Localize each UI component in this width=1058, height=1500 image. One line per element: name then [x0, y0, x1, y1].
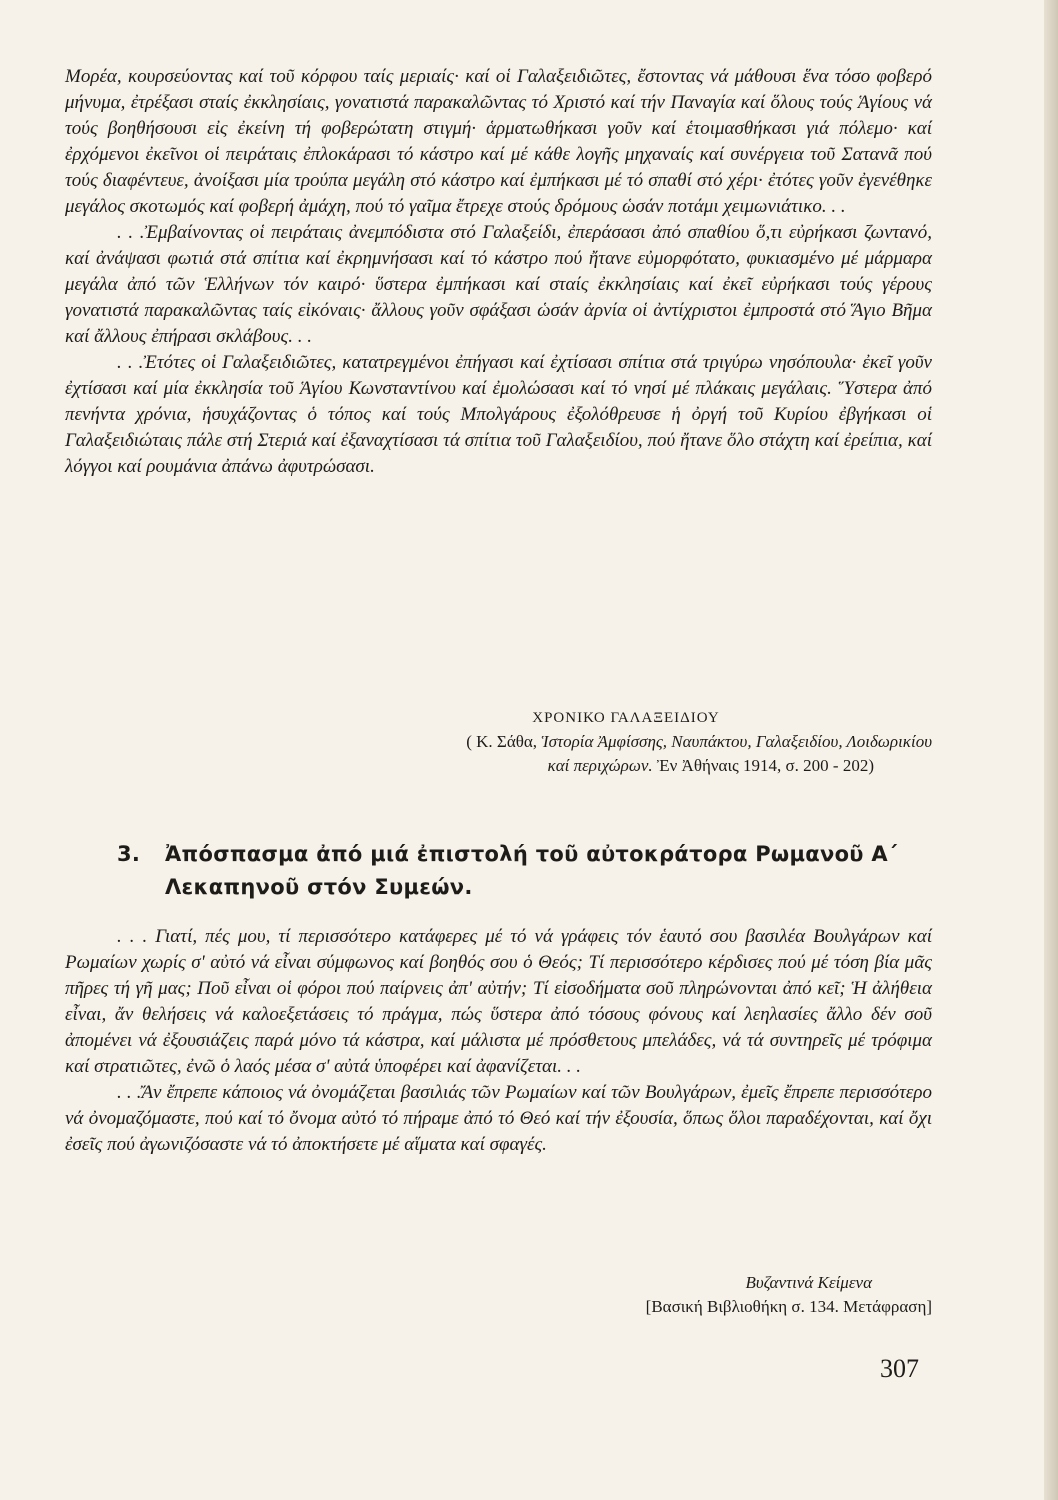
source-open: ( Κ. Σάθα,	[466, 732, 542, 751]
section-number: 3.	[117, 842, 141, 866]
source-author: Βυζαντινά Κείμενα	[745, 1273, 872, 1292]
source-reference: [Βασική Βιβλιοθήκη σ. 134. Μετάφραση]	[645, 1297, 932, 1316]
paragraph-2: . . .Ἐμβαίνοντας οἱ πειράταις ἀνεμπόδιστα στό Γαλαξείδι, ἐπεράσασι ἀπό σπαθίου ὅ,τι εὐρήκασι ζωντανό, καί ἀνάψασι φωτιά στά σπίτια καί ἐκρημνήσασι καί τό κάστρο πού ἤτανε εὐμορφότατο, φυκιασμένο μέ μάρμαρα μεγάλα ἀπό τῶν Ἑλλήνων τόν καιρό· ὕστερα ἐμπήκασι καί σταίς ἐκκλησίαις καί ἐκεῖ εὐρήκασι τούς γέρους γονατιστά παρακαλῶντας ταίς εἰκόναις· ἄλλους γοῦν σφάξασι ὡσάν ἀρνία οἱ ἀντίχριστοι ἐμπροστά στό Ἅγιο Βῆμα καί ἄλλους ἐπήρασι σκλάβους. . .	[65, 222, 932, 347]
source-citation-line-2	[280, 754, 932, 778]
section-title: Ἀπόσπασμα ἀπό μιά ἐπιστολή τοῦ αὐτοκράτορα Ρωμανοῦ Α΄ Λεκαπηνοῦ στόν Συμεών.	[165, 842, 898, 899]
page-edge-shadow	[1044, 0, 1058, 1500]
source-label: ΧΡΟΝΙΚΟ ΓΑΛΑΞΕΙΔΙΟΥ	[532, 710, 720, 726]
source-rest: Ἐν Ἀθήναις 1914, σ. 200 - 202)	[652, 756, 874, 775]
letter-source	[280, 1271, 932, 1319]
section-heading	[117, 838, 932, 904]
chronicle-excerpt	[65, 64, 932, 480]
source-title-2: καί περιχώρων.	[547, 756, 653, 775]
paragraph-5: . . .Ἄν ἔπρεπε κάποιος νά ὀνομάζεται βασιλιάς τῶν Ρωμαίων καί τῶν Βουλγάρων, ἐμεῖς ἔπρεπε περισσότερο νά ὀνομαζόμαστε, πού καί τό ὄνομα αὐτό τό πήραμε ἀπό τό Θεό καί τήν ἐξουσία, ὅπως ὅλοι παραδέχονται, καί ὄχι ἐσεῖς πού ἀγωνιζόσαστε νά τό ἀποκτήσετε μέ αἵματα καί σφαγές.	[65, 1082, 932, 1155]
chronicle-source	[280, 706, 932, 778]
paragraph-4: . . . Γιατί, πές μου, τί περισσότερο κατάφερες μέ τό νά γράφεις τόν ἑαυτό σου βασιλέα Βουλγάρων καί Ρωμαίων χωρίς σ' αὐτό νά εἶναι σύμφωνος καί βοηθός σου ὁ Θεός; Τί περισσότερο κέρδισες πού μέ τόση βία μᾶς πῆρες τή γῆ μας; Ποῦ εἶναι οἱ φόροι πού παίρνεις ἀπ' αὐτήν; Τί εἰσοδήματα σοῦ πληρώνονται ἀπό κεῖ; Ἡ ἀλήθεια εἶναι, ἄν θελήσεις νά καλοεξετάσεις τό πράγμα, πώς ὕστερα ἀπό τόσους φόνους καί λεηλασίες ἄλλο δέν σοῦ ἀπομένει νά ἐξουσιάζεις παρά μόνο τά κάστρα, καί μάλιστα μέ πρόσθετους μπελάδες, νά τά συντηρεῖς μέ τρόφιμα καί στρατιῶτες, ἐνῶ ὁ λαός μέσα σ' αὐτά ὑποφέρει καί ἀφανίζεται. . .	[65, 926, 932, 1077]
source-citation-line-1	[280, 730, 932, 754]
source-title: Ἱστορία Ἀμφίσσης, Ναυπάκτου, Γαλαξειδίου, Λοιδωρικίου	[541, 732, 932, 751]
letter-excerpt	[65, 924, 932, 1158]
paragraph-3: . . .Ἐτότες οἱ Γαλαξειδιῶτες, κατατρεγμένοι ἐπήγασι καί ἐχτίσασι σπίτια στά τριγύρω νησόπουλα· ἐκεῖ γοῦν ἐχτίσασι καί μία ἐκκλησία τοῦ Ἁγίου Κωνσταντίνου καί ἐμολώσασι καί τό νησί μέ πλάκαις μεγάλαις. Ὕστερα ἀπό πενήντα χρόνια, ἡσυχάζοντας ὁ τόπος καί τούς Μπολγάρους ἐξολόθρευσε ἡ ὀργή τοῦ Κυρίου ἐβγήκασι οἱ Γαλαξειδιώταις πάλε στή Στεριά καί ἐξαναχτίσασι τά σπίτια τοῦ Γαλαξειδίου, πού ἤτανε ὅλο στάχτη καί ἐρείπια, καί λόγγοι καί ρουμάνια ἀπάνω ἀφυτρώσασι.	[65, 352, 932, 477]
page-number: 307	[880, 1354, 919, 1383]
paragraph-1: Μορέα, κουρσεύοντας καί τοῦ κόρφου ταίς μεριαίς· καί οἱ Γαλαξειδιῶτες, ἔστοντας νά μάθουσι ἕνα τόσο φοβερό μήνυμα, ἐτρέξασι σταίς ἐκκλησίαις, γονατιστά παρακαλῶντας τό Χριστό καί τήν Παναγία καί ὅλους τούς Ἁγίους νά τούς βοηθήσουσι εἰς ἐκείνη τή φοβερώτατη στιγμή· ἁρματωθήκασι γοῦν καί ἑτοιμασθήκασι γιά πόλεμο· καί ἐρχόμενοι ἐκεῖνοι οἱ πειράταις ἐπλοκάρασι τό κάστρο καί μέ κάθε λογῆς μηχαναίς καί συνέργεια τοῦ Σατανᾶ πού τούς διαφέντευε, ἀνοίξασι μία τρούπα μεγάλη στό κάστρο καί ἐμπήκασι μέ τό σπαθί στό χέρι· ἐτότες γοῦν ἐγενέθηκε μεγάλος σκοτωμός καί φοβερή ἀμάχη, πού τό γαῖμα ἔτρεχε στούς δρόμους ὡσάν ποτάμι χειμωνιάτικο. . .	[65, 66, 932, 217]
